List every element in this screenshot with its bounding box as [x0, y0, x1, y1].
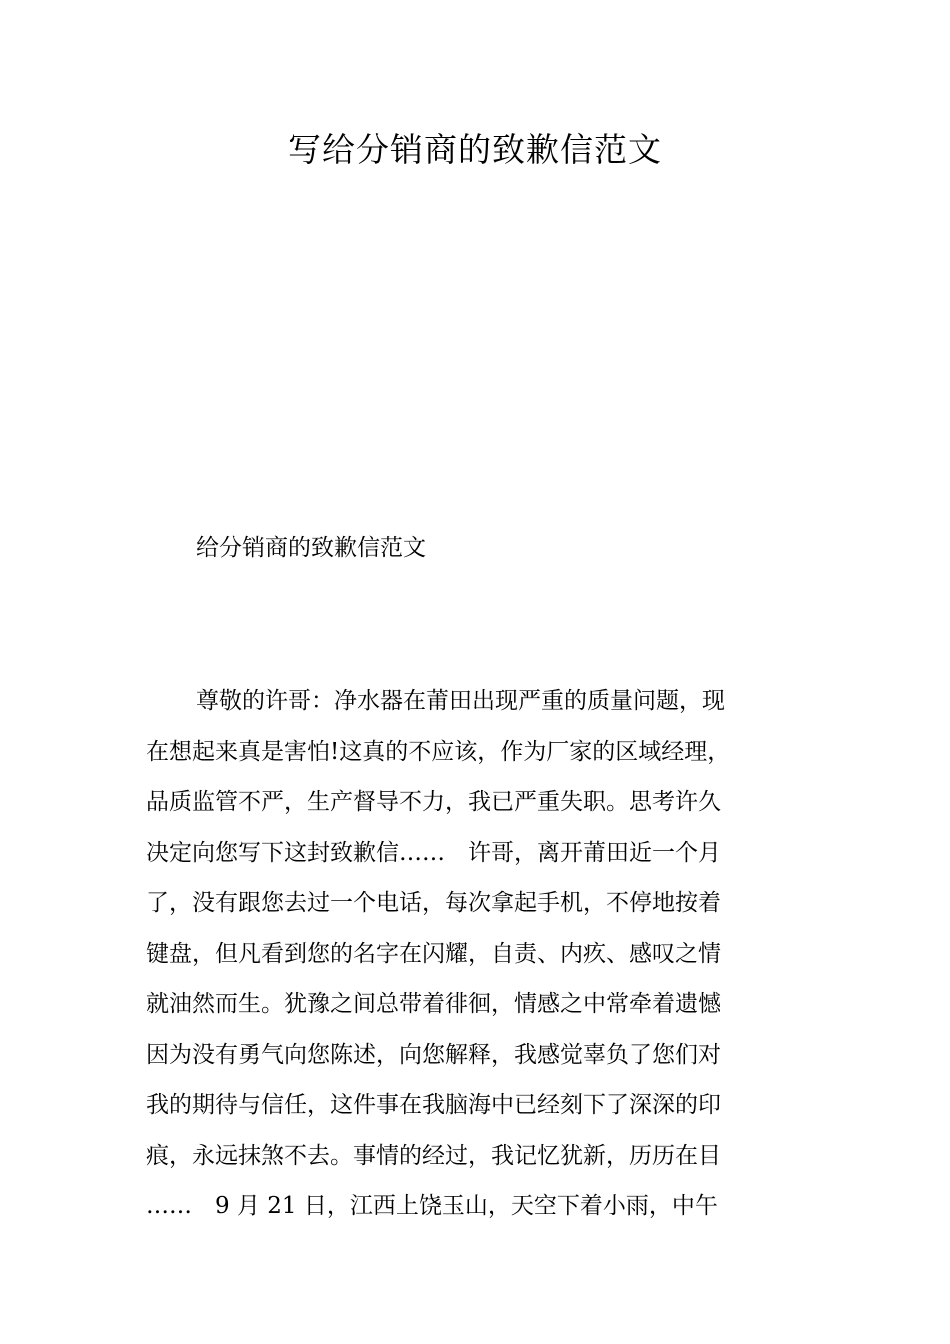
body-line: 就油然而生。犹豫之间总带着徘徊，情感之中常牵着遗憾 — [146, 991, 721, 1017]
document-title: 写给分销商的致歉信范文 — [288, 130, 662, 169]
body-line: 在想起来真是害怕!这真的不应该，作为厂家的区域经理， — [146, 738, 731, 765]
body-line: 键盘，但凡看到您的名字在闪耀，自责、内疚、感叹之情 — [146, 940, 721, 967]
body-line: 因为没有勇气向您陈述，向您解释，我感觉辜负了您们对 — [146, 1041, 721, 1068]
body-line: 了，没有跟您去过一个电话，每次拿起手机，不停地按着 — [146, 890, 721, 916]
body-line: 我的期待与信任，这件事在我脑海中已经刻下了深深的印 — [146, 1092, 721, 1118]
body-line: 决定向您写下这封致歉信…… 许哥，离开莆田近一个月 — [146, 839, 721, 866]
body-line: 尊敬的许哥：净水器在莆田出现严重的质量问题，现 — [196, 688, 725, 714]
document-subtitle: 给分销商的致歉信范文 — [196, 535, 426, 561]
body-line: …… 9 月 21 日，江西上饶玉山，天空下着小雨，中午 — [146, 1193, 718, 1219]
body-line: 品质监管不严，生产督导不力，我已严重失职。思考许久 — [146, 789, 721, 815]
body-line: 痕，永远抹煞不去。事情的经过，我记忆犹新，历历在目 — [146, 1142, 721, 1169]
letter-body — [146, 676, 806, 1232]
